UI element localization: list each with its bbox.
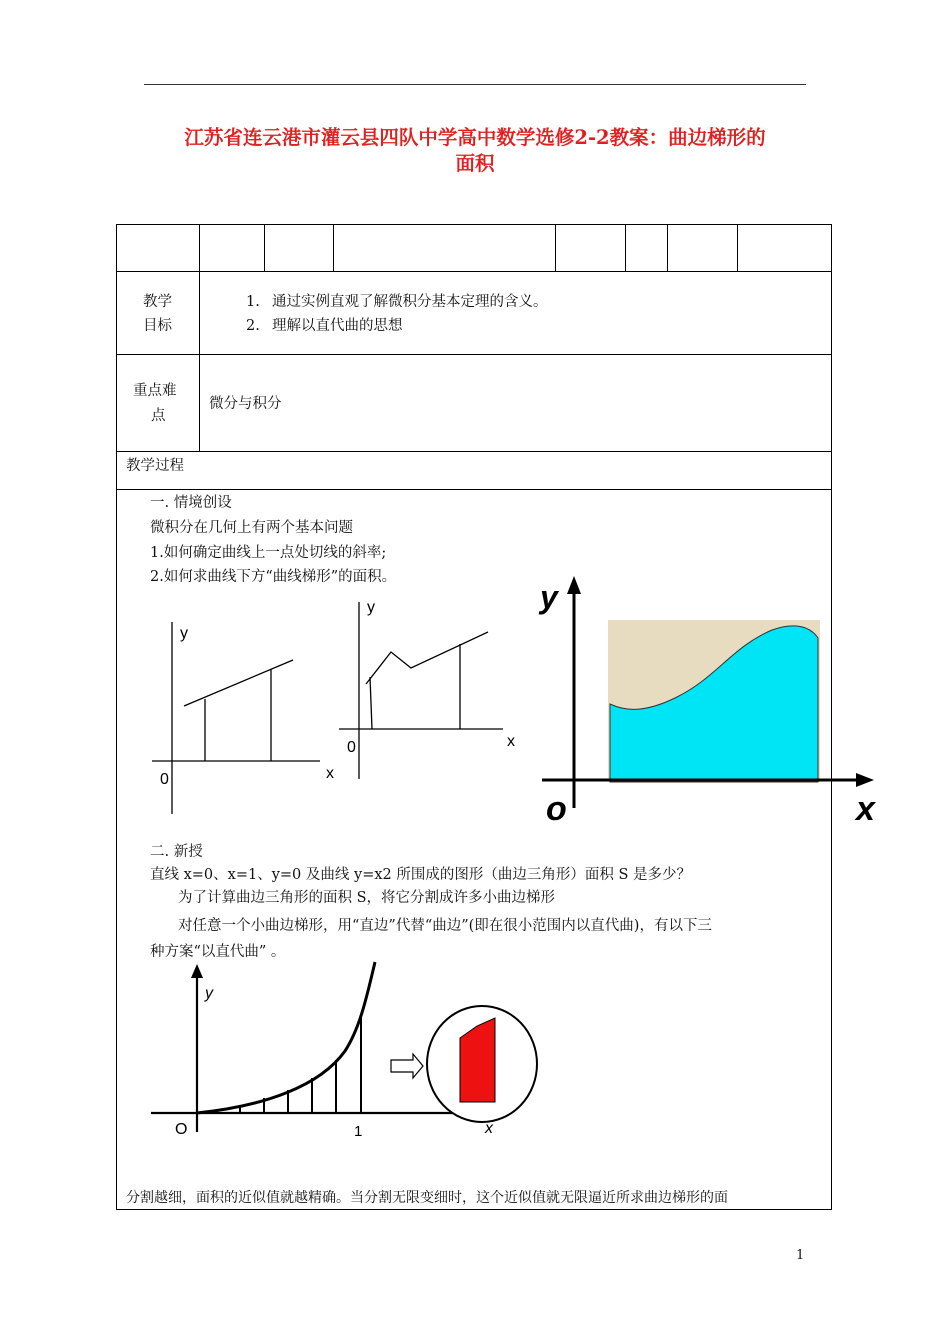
table-cell-divider xyxy=(625,224,626,271)
goal-item: 理解以直代曲的思想 xyxy=(272,318,403,334)
table-cell-divider xyxy=(199,224,200,271)
section1-text: 2.如何求曲线下方“曲线梯形”的面积。 xyxy=(150,569,397,585)
table-cell-divider xyxy=(264,224,265,271)
header-rule xyxy=(144,84,806,85)
figure-polyline-trapezoid xyxy=(333,592,533,782)
conclusion-text: 分割越细，面积的近似值就越精确。当分割无限变细时，这个近似值就无限逼近所求曲边梯形的面 xyxy=(126,1190,728,1206)
figure-straight-trapezoid xyxy=(140,616,340,816)
goal-item: 通过实例直观了解微积分基本定理的含义。 xyxy=(272,294,548,310)
goal-item-number: 1. xyxy=(246,294,260,310)
y-axis-label: y xyxy=(540,579,558,615)
x-axis-label: x xyxy=(856,790,875,828)
table-label-divider xyxy=(199,271,200,451)
table-row-divider xyxy=(116,489,832,490)
key-content: 微分与积分 xyxy=(209,396,282,412)
section2-text: 直线 x=0、x=1、y=0 及曲线 y=x2 所围成的图形（曲边三角形）面积 S 是多少？ xyxy=(150,867,692,883)
x-axis-label: x xyxy=(485,1120,493,1137)
table-cell-divider xyxy=(667,224,668,271)
x-axis-label: x xyxy=(326,765,334,782)
goal-item-number: 2. xyxy=(246,318,260,334)
document-title-line2: 面积 xyxy=(455,152,495,175)
section2-text: 种方案“以直代曲” 。 xyxy=(150,944,286,960)
key-label-line2: 点 xyxy=(151,408,166,424)
section2-title: 二. 新授 xyxy=(150,844,203,860)
y-axis-label: y xyxy=(367,599,375,616)
table-row-divider xyxy=(116,271,832,272)
table-row-divider xyxy=(116,354,832,355)
origin-label: 0 xyxy=(347,739,356,756)
x-axis-label: x xyxy=(507,733,515,750)
process-label: 教学过程 xyxy=(126,458,184,474)
table-cell-divider xyxy=(737,224,738,271)
goal-label-line2: 目标 xyxy=(143,318,172,334)
section2-text: 对任意一个小曲边梯形，用“直边”代替“曲边”(即在很小范围内以直代曲)，有以下三 xyxy=(178,918,712,934)
table-cell-divider xyxy=(555,224,556,271)
origin-label: O xyxy=(175,1121,188,1138)
table-cell-divider xyxy=(333,224,334,271)
goal-label: 教学 xyxy=(143,294,172,310)
table-row-divider xyxy=(116,451,832,452)
origin-label: 0 xyxy=(160,771,169,788)
section2-text: 为了计算曲边三角形的面积 S，将它分割成许多小曲边梯形 xyxy=(178,890,556,906)
key-label: 重点难 xyxy=(133,383,177,399)
figure-parabola-partition xyxy=(145,956,565,1144)
section1-text: 微积分在几何上有两个基本问题 xyxy=(150,520,353,536)
arrow-right-icon xyxy=(391,1054,423,1078)
page-number: 1 xyxy=(796,1248,805,1263)
y-axis-label: y xyxy=(180,625,188,642)
section1-text: 1.如何确定曲线上一点处切线的斜率; xyxy=(150,545,387,561)
tick-label: 1 xyxy=(354,1123,363,1140)
figure-curved-trapezoid xyxy=(532,572,882,830)
document-title: 江苏省连云港市灌云县四队中学高中数学选修2-2教案：曲边梯形的 xyxy=(184,126,766,149)
y-axis-label: y xyxy=(205,985,213,1002)
origin-label: o xyxy=(546,790,567,828)
section1-title: 一. 情境创设 xyxy=(150,495,232,511)
